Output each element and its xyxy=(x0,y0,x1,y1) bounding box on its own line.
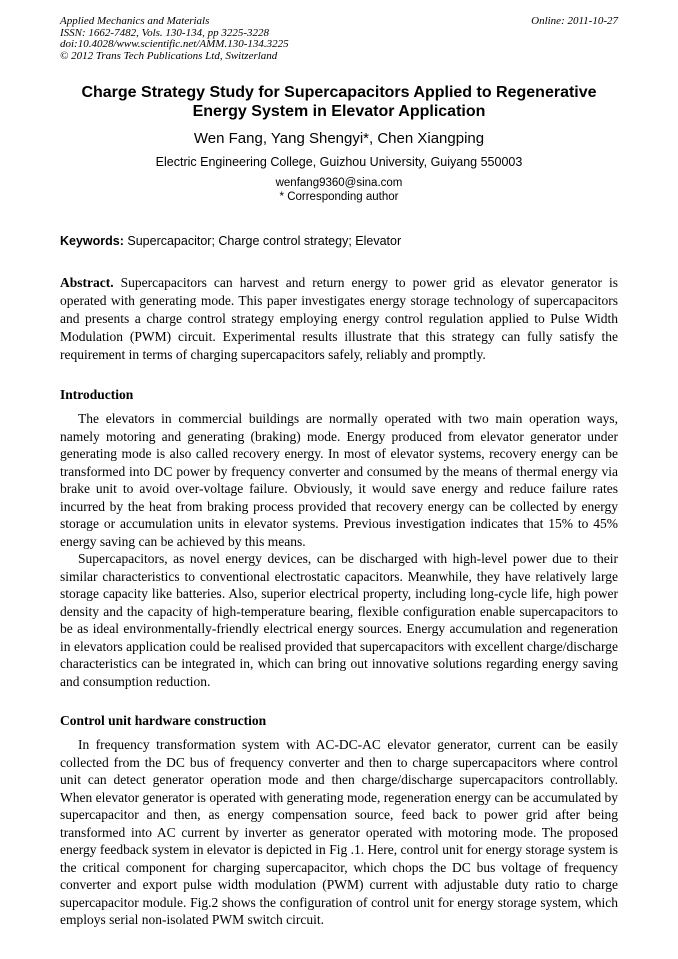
abstract-label: Abstract. xyxy=(60,275,114,290)
paper-title: Charge Strategy Study for Supercapacitors Applied to Regenerative Energy System in Elevator Application xyxy=(81,84,597,120)
abstract-text: Supercapacitors can harvest and return energy to power grid as elevator generator is operated with generating mode. This paper investigates energy storage technology of supercapacitors and presents a charge control strategy employing energy control regulation applied to Pulse Width Modulation (PWM) circuit. Experimental results illustrate that this strategy can fully satisfy the requirement in terms of charging supercapacitors safely, reliably and promptly. xyxy=(60,275,618,362)
control-unit-paragraph-1: In frequency transformation system with AC-DC-AC elevator generator, current can be easily collected from the DC bus of frequency converter and then to charge supercapacitors where control unit can detect generator operation mode and then charge/discharge supercapacitors controllably. When elevator generator is operated with generating mode, regeneration energy can be accumulated by supercapacitor and then, as energy compensation source, feed back to power grid after being transformed into AC current by inverter as generator operated with motoring mode. The proposed energy feedback system in elevator is depicted in Fig .1. Here, control unit for energy storage system is the critical component for charging supercapacitor, which chops the DC bus voltage of frequency converter and export pulse width modulation (PWM) current with adjustable duty ratio to charge supercapacitor module. Fig.2 shows the configuration of control unit for energy storage system, which employs serial non-isolated PWM switch circuit. xyxy=(60,737,618,927)
copyright-line: © 2012 Trans Tech Publications Ltd, Switzerland xyxy=(60,49,278,62)
online-date: Online: 2011-10-27 xyxy=(531,15,618,27)
section-heading-control-unit: Control unit hardware construction xyxy=(60,713,267,728)
authors-line: Wen Fang, Yang Shengyi*, Chen Xiangping xyxy=(193,130,485,147)
abstract-paragraph xyxy=(60,274,618,364)
introduction-paragraph-2: Supercapacitors, as novel energy devices, can be discharged with high-level power due to their similar characteristics to conventional electrostatic capacitors. Meanwhile, they have relatively large storage capacity like batteries. Also, superior electrical property, including long-cycle life, high power density and the capacity of high-temperature bearing, flexible configuration enable supercapacitors to be as ideal environmentally-friendly electrical energy sources. Energy accumulation and regeneration in elevators application could be realised provided that supercapacitors with excellent charge/discharge characteristics can be integrated in, which can bring out innovative solutions regarding energy saving and consumption reduction. xyxy=(60,551,618,689)
keywords-line xyxy=(60,234,618,248)
keywords-label: Keywords: xyxy=(60,234,124,248)
email-address: wenfang9360@sina.com xyxy=(275,177,403,189)
introduction-paragraph-1: The elevators in commercial buildings are normally operated with two main operation ways, namely motoring and generating (braking) mode. Energy produced from elevator generator under generating mode is also called recovery energy. In most of elevator systems, recovery energy can be transformed into DC power by frequency converter and consumed by the means of thermal energy via brake unit to avoid over-voltage failure. Obviously, it would save energy and reduce failure rates incurred by the heat from braking process provided that recovery energy can be collected by energy storage or accumulation units in elevator systems. Previous investigation indicates that 15% to 45% energy saving can be achieved by this means. xyxy=(60,411,618,549)
affiliation-line: Electric Engineering College, Guizhou University, Guiyang 550003 xyxy=(155,155,523,169)
issn-line: ISSN: 1662-7482, Vols. 130-134, pp 3225-3228 xyxy=(60,26,269,39)
journal-name: Applied Mechanics and Materials xyxy=(60,15,210,27)
corresponding-author-note: * Corresponding author xyxy=(279,191,399,203)
doi-line: doi:10.4028/www.scientific.net/AMM.130-134.3225 xyxy=(60,38,289,50)
keywords-text: Supercapacitor; Charge control strategy; Elevator xyxy=(123,234,402,248)
journal-header xyxy=(60,16,618,62)
section-heading-introduction: Introduction xyxy=(60,387,134,402)
